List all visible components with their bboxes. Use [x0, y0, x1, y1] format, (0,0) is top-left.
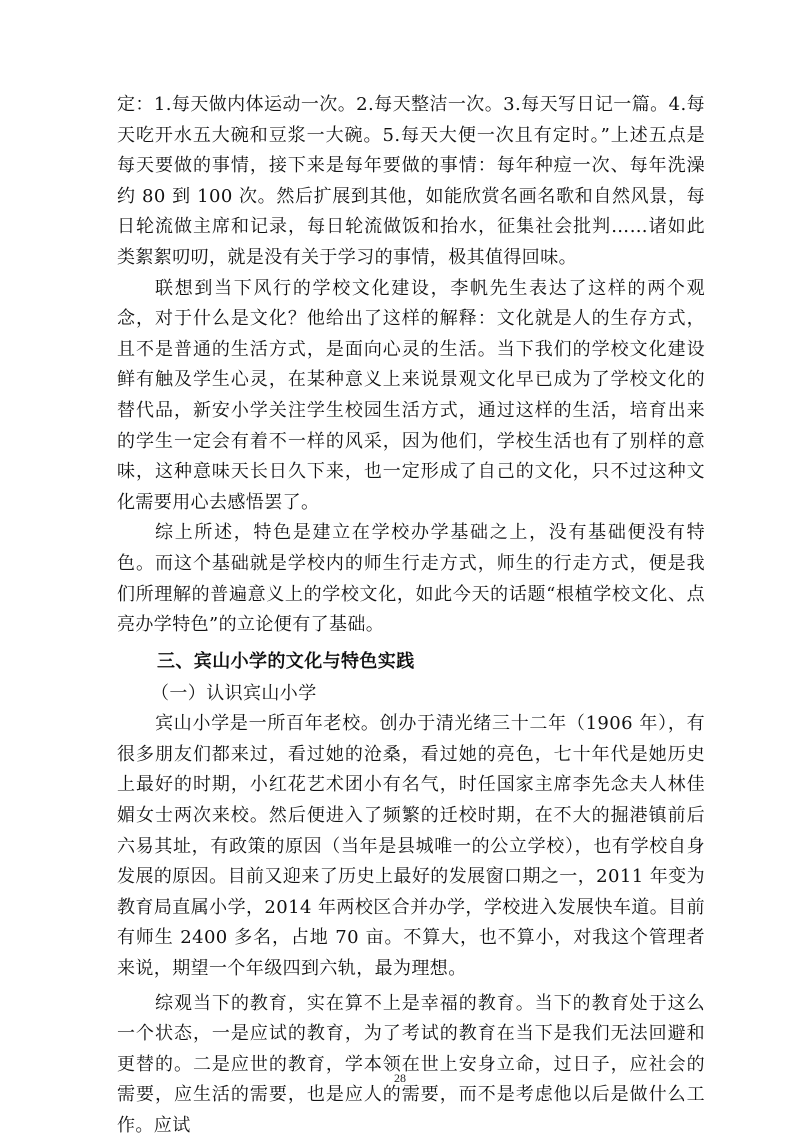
paragraph-school-history: 宾山小学是一所百年老校。创办于清光绪三十二年（1906 年），有很多朋友们都来过，看过她的沧桑，看过她的亮色，七十年代是她历史上最好的时期，小红花艺术团小有名气，时任国家主席李先念夫人林佳媚女士两次来校。然后便进入了频繁的迁校时期，在不大的掘港镇前后六易其址，有政策的原因（当年是县城唯一的公立学校），也有学校自身发展的原因。目前又迎来了历史上最好的发展窗口期之一，2011 年变为教育局直属小学，2014 年两校区合并办学，学校进入发展快车道。目前有师生 2400 多名，占地 70 亩。不算大，也不算小，对我这个管理者来说，期望一个年级四到六轨，最为理想。	[117, 713, 705, 980]
paragraph-daily-routine: 定：1.每天做内体运动一次。2.每天整洁一次。3.每天写日记一篇。4.每天吃开水五大碗和豆浆一大碗。5.每天大便一次且有定时。”上述五点是每天要做的事情，接下来是每年要做的事情：每年种痘一次、每年洗澡约 80 到 100 次。然后扩展到其他，如能欣赏名画名歌和自然风景，每日轮流做主席和记录，每日轮流做饭和抬水，征集社会批判……诸如此类絮絮叨叨，就是没有关于学习的事情，极其值得回味。	[117, 94, 705, 268]
body-text	[117, 90, 705, 1142]
paragraph-summary: 综上所述，特色是建立在学校办学基础之上，没有基础便没有特色。而这个基础就是学校内的师生行走方式，师生的行走方式，便是我们所理解的普遍意义上的学校文化，如此今天的话题“根植学校文化、点亮办学特色”的立论便有了基础。	[117, 522, 705, 636]
paragraph-education-state: 综观当下的教育，实在算不上是幸福的教育。当下的教育处于这么一个状态，一是应试的教育，为了考试的教育在当下是我们无法回避和更替的。二是应世的教育，学本领在世上安身立命，过日子，应社会的需要，应生活的需要，也是应人的需要，而不是考虑他以后是做什么工作。应试	[117, 992, 705, 1136]
subsection-heading: （一）认识宾山小学	[151, 682, 317, 704]
paragraph-school-culture: 联想到当下风行的学校文化建设，李帆先生表达了这样的两个观念，对于什么是文化？他给出了这样的解释：文化就是人的生存方式，且不是普通的生活方式，是面向心灵的生活。当下我们的学校文化建设鲜有触及学生心灵，在某种意义上来说景观文化早已成为了学校文化的替代品，新安小学关注学生校园生活方式，通过这样的生活，培育出来的学生一定会有着不一样的风采，因为他们，学校生活也有了别样的意味，这种意味天长日久下来，也一定形成了自己的文化，只不过这种文化需要用心去感悟罢了。	[117, 277, 705, 513]
page-number: 28	[394, 1071, 406, 1085]
section-heading: 三、宾山小学的文化与特色实践	[157, 650, 415, 672]
